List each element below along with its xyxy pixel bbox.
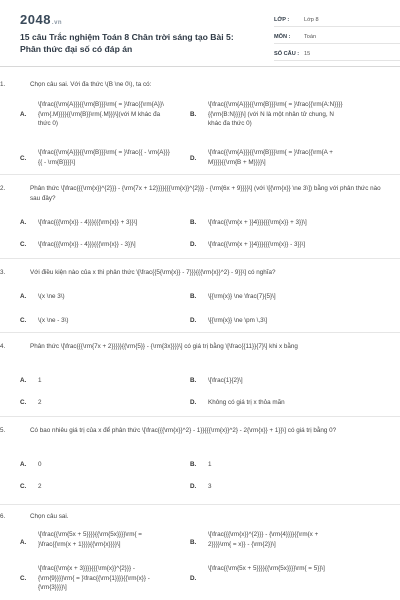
- option-letter: A.: [20, 377, 27, 384]
- option-letter: D.: [190, 155, 197, 162]
- question-text: Chọn câu sai. Với đa thức \(B \ne 0\), ta có:: [30, 81, 152, 88]
- info-row-mon: [274, 31, 400, 44]
- info-value: Toán: [304, 34, 317, 40]
- info-row-so-cau: [274, 48, 400, 61]
- question-number: 5.: [0, 427, 6, 434]
- question-text: Chọn câu sai.: [30, 513, 69, 520]
- option-letter: B.: [190, 377, 197, 384]
- question-divider: [0, 416, 400, 417]
- info-label: LỚP :: [274, 17, 290, 23]
- option-letter: B.: [190, 539, 197, 546]
- option-letter: C.: [20, 483, 27, 490]
- document-info: [274, 14, 400, 65]
- option-text: 2: [38, 483, 42, 490]
- question-divider: [0, 174, 400, 175]
- option-letter: C.: [20, 241, 27, 248]
- option-text: \[\frac{{\rm{A}}}{{\rm{B}}}\rm{ = }\frac{{\rm{A:N}}}}{{\rm{B:N}}}}\] (với N là một nhân tử chung, N khác đa thức 0): [208, 101, 343, 127]
- info-value: 15: [304, 51, 311, 57]
- info-label: SỐ CÂU :: [274, 51, 300, 57]
- question-text: Với điều kiện nào của x thì phân thức \[\frac{{5{\rm{x}} - 7}}}{{{\rm{x}}^2} - 9}}\] có nghĩa?: [30, 269, 276, 276]
- info-label: MÔN :: [274, 34, 291, 40]
- option-letter: B.: [190, 111, 197, 118]
- option-text: 2: [38, 399, 42, 406]
- question-number: 1.: [0, 81, 6, 88]
- option-letter: A.: [20, 219, 27, 226]
- option-letter: B.: [190, 461, 197, 468]
- option-text: \[\frac{{\rm{A}}}{{\rm{B}}}\rm{ = }\frac{{ - \rm{A}}}{{ - \rm{B}}}}\]: [38, 149, 170, 166]
- question-number: 6.: [0, 513, 6, 520]
- option-text: \[\frac{{\rm{x + 3}}}}{{{\rm{x}}^{2}}} - {\rm{9}}}}\rm{ = }\frac{{\rm{1}}}}{{\rm{x}} - {\rm{3}}}}\]: [38, 565, 150, 591]
- option-text: \[\frac{{{\rm{x}} - 4}}}{{{\rm{x}} + 3}}\]: [38, 219, 138, 226]
- option-text: 3: [208, 483, 212, 490]
- option-text: \[\frac{{\rm{A}}}{{\rm{B}}}\rm{ = }\frac{{\rm{A + M}}}}{{\rm{B + M}}}}\]: [208, 149, 333, 166]
- option-text: \[{\rm{x}} \ne \frac{7}{5}\]: [208, 293, 276, 300]
- option-text: \[\frac{{\rm{5x + 5}}}}{{\rm{5x}}}}\rm{ = 5}}\]: [208, 565, 325, 572]
- option-text: \[\frac{{\rm{x + }}4}}}{{{\rm{x}} - 3}}\]: [208, 241, 306, 248]
- info-row-lop: [274, 14, 400, 27]
- question-number: 3.: [0, 269, 6, 276]
- option-letter: A.: [20, 293, 27, 300]
- option-text: \[\frac{1}{2}\]: [208, 377, 243, 384]
- site-logo[interactable]: [20, 12, 62, 27]
- question-text: Phân thức \[\frac{{{\rm{7x + 2}}}}}{{\rm{5}} - {\rm{3x}}}}\] có giá trị bằng \[\frac{{11}}{7}\] khi x bằng: [30, 343, 298, 350]
- question-text: Có bao nhiêu giá trị của x để phân thức \[\frac{{{\rm{x}}^2} - 1}}{{{\rm{x}}^2} - 2{\rm{x}} + 1}}\] có giá trị bằng 0?: [30, 427, 337, 434]
- question-text: Phân thức \[\frac{{{\rm{x}}^{2}}} - {\rm{7x + 12}}}}{{{\rm{x}}^{2}}} - {\rm{6x + 9}}}}\] (với \[{\rm{x}} \ne 3\]) bằng với phân thức nào sau đây?: [30, 185, 381, 202]
- option-text: \(x \ne 3\): [38, 293, 65, 300]
- option-letter: B.: [190, 293, 197, 300]
- option-letter: A.: [20, 111, 27, 118]
- option-letter: C.: [20, 399, 27, 406]
- option-text: 1: [38, 377, 42, 384]
- question-number: 4.: [0, 343, 6, 350]
- question-number: 2.: [0, 185, 6, 192]
- option-letter: C.: [20, 575, 27, 582]
- option-text: \[\frac{{{\rm{x}} - 4}}}{{{\rm{x}} - 3}}\]: [38, 241, 136, 248]
- header-divider: [0, 66, 400, 67]
- question-divider: [0, 258, 400, 259]
- option-letter: D.: [190, 317, 197, 324]
- option-letter: D.: [190, 241, 197, 248]
- document-header: [20, 0, 380, 64]
- option-letter: A.: [20, 461, 27, 468]
- question-divider: [0, 332, 400, 333]
- option-text: \[\frac{{\rm{x + }}4}}}{{{\rm{x}} + 3}}\]: [208, 219, 307, 226]
- option-letter: D.: [190, 399, 197, 406]
- info-value: Lớp 8: [304, 17, 319, 23]
- option-letter: B.: [190, 219, 197, 226]
- option-text: \[\frac{{{\rm{x}}^{2}}} - {\rm{4}}}}{{\rm{x + 2}}}}\rm{ = x}} - {\rm{2}}\]: [208, 531, 319, 548]
- option-letter: D.: [190, 575, 197, 582]
- option-text: \[{\rm{x}} \ne \pm \,3\]: [208, 317, 268, 324]
- document-title: 15 câu Trắc nghiệm Toán 8 Chân trời sáng tạo Bài 5: Phân thức đại số có đáp án: [20, 32, 234, 54]
- option-letter: C.: [20, 317, 27, 324]
- logo-main: 2048: [20, 12, 51, 27]
- logo-sub: .vn: [51, 20, 63, 26]
- option-text: \[\frac{{\rm{5x + 5}}}}{{\rm{5x}}}}\rm{ = }\frac{{\rm{x + 1}}}}{{\rm{x}}}}\]: [38, 531, 142, 548]
- option-text: Không có giá trị x thỏa mãn: [208, 399, 285, 406]
- option-text: \[\frac{{\rm{A}}}{{\rm{B}}}\rm{ = }\frac{{\rm{A}}\{\rm{.M}}}}{{\rm{B}}\rm{.M}}}\](với M khác đa thức 0): [38, 101, 164, 127]
- option-text: 1: [208, 461, 212, 468]
- option-text: 0: [38, 461, 42, 468]
- question-divider: [0, 504, 400, 505]
- option-letter: A.: [20, 539, 27, 546]
- option-letter: D.: [190, 483, 197, 490]
- option-letter: C.: [20, 155, 27, 162]
- option-text: \(x \ne - 3\): [38, 317, 69, 324]
